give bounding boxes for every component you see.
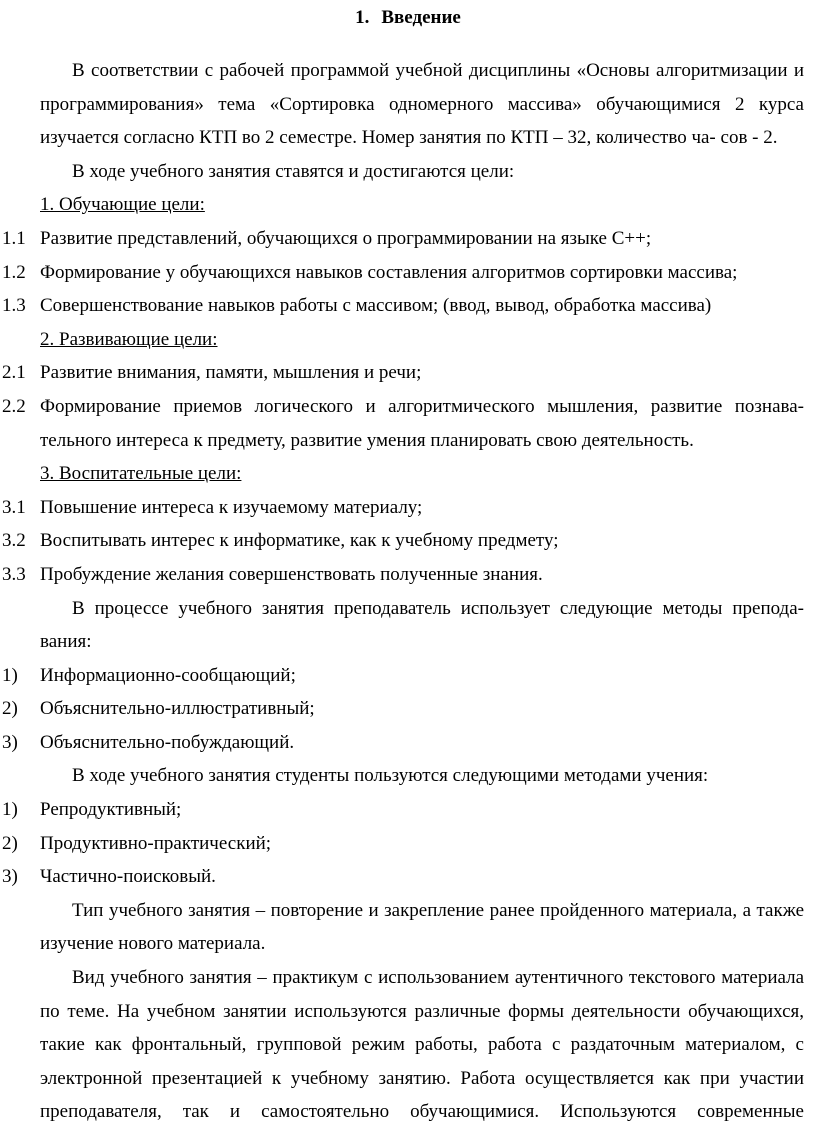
item-number: 1.1 [2, 227, 26, 249]
teaching-methods-intro: В процессе учебного занятия преподаватель использует следующие методы преподавания: [40, 597, 804, 653]
item-text: Информационно-сообщающий; [40, 664, 296, 686]
item-text: Продуктивно-практический; [40, 832, 272, 854]
list-item [0, 558, 816, 592]
list-item [0, 356, 816, 390]
item-number: 1.3 [2, 295, 26, 317]
list-item [0, 222, 816, 256]
item-number: 3.1 [2, 496, 26, 518]
item-text: Совершенствование навыков работы с массивом; (ввод, вывод, обработка массива) [40, 295, 712, 317]
item-text: Развитие внимания, памяти, мышления и речи; [40, 362, 422, 384]
section-number: 1. [355, 7, 370, 28]
item-number: 3) [2, 866, 18, 888]
list-item [0, 793, 816, 827]
goals-heading-educational: 1. Обучающие цели: [40, 194, 205, 216]
item-number: 2.1 [2, 362, 26, 384]
list-item [0, 390, 816, 457]
item-text: Репродуктивный; [40, 799, 182, 821]
item-number: 3.2 [2, 530, 26, 552]
item-number: 1.2 [2, 261, 26, 283]
list-item [0, 524, 816, 558]
item-text: Развитие представлений, обучающихся о программировании на языке C++; [40, 227, 652, 249]
item-text: Повышение интереса к изучаемому материалу; [40, 496, 423, 518]
list-item [0, 860, 816, 894]
section-title-text: Введение [381, 7, 461, 28]
list-item [0, 491, 816, 525]
list-item [0, 827, 816, 861]
list-item [0, 659, 816, 693]
item-number: 2) [2, 698, 18, 720]
item-text: Формирование приемов логического и алгоритмического мышления, развитие познавательного интереса к предмету, развитие умения планировать свою деятельность. [40, 395, 804, 451]
goals-heading-developmental: 2. Развивающие цели: [40, 328, 218, 350]
lesson-type-paragraph: Тип учебного занятия – повторение и закрепление ранее пройденного материала, а также изучение нового материала. [40, 899, 804, 955]
list-item [0, 256, 816, 290]
item-number: 2.2 [2, 395, 26, 417]
list-item [0, 692, 816, 726]
item-text: Объяснительно-иллюстративный; [40, 698, 315, 720]
learning-methods-intro: В ходе учебного занятия студенты пользуются следующими методами учения: [72, 765, 709, 787]
intro-paragraph: В соответствии с рабочей программой учебной дисциплины «Основы алгоритмизации и программирования» тема «Сортировка одномерного массива» обучающимися 2 курса изучается согласно КТП во 2 семестре. Номер занятия по КТП – 32, количество ча- сов - 2. [40, 60, 804, 149]
item-text: Частично-поисковый. [40, 866, 216, 888]
item-text: Формирование у обучающихся навыков составления алгоритмов сортировки массива; [40, 261, 738, 283]
goals-heading-upbringing: 3. Воспитательные цели: [40, 463, 242, 485]
list-item [0, 289, 816, 323]
item-number: 1) [2, 664, 18, 686]
goals-intro: В ходе учебного занятия ставятся и достигаются цели: [72, 160, 515, 182]
item-number: 2) [2, 832, 18, 854]
item-number: 3.3 [2, 563, 26, 585]
item-text: Воспитывать интерес к информатике, как к учебному предмету; [40, 530, 559, 552]
list-item [0, 726, 816, 760]
lesson-kind-paragraph: Вид учебного занятия – практикум с использованием аутентичного текстового материала по теме. На учебном занятии используются различные формы деятельности обучающихся, такие как фронтальный, групповой режим работы, работа с раздаточным материалом, с электронной презентацией к учебному занятию. Работа осуществляется как при участии преподавателя, так и самостоятельно обучающимися. Используются современные [40, 967, 804, 1123]
section-title [0, 6, 816, 30]
item-number: 3) [2, 731, 18, 753]
item-number: 1) [2, 799, 18, 821]
document-body [0, 54, 816, 1129]
item-text: Объяснительно-побуждающий. [40, 731, 295, 753]
item-text: Пробуждение желания совершенствовать полученные знания. [40, 563, 543, 585]
